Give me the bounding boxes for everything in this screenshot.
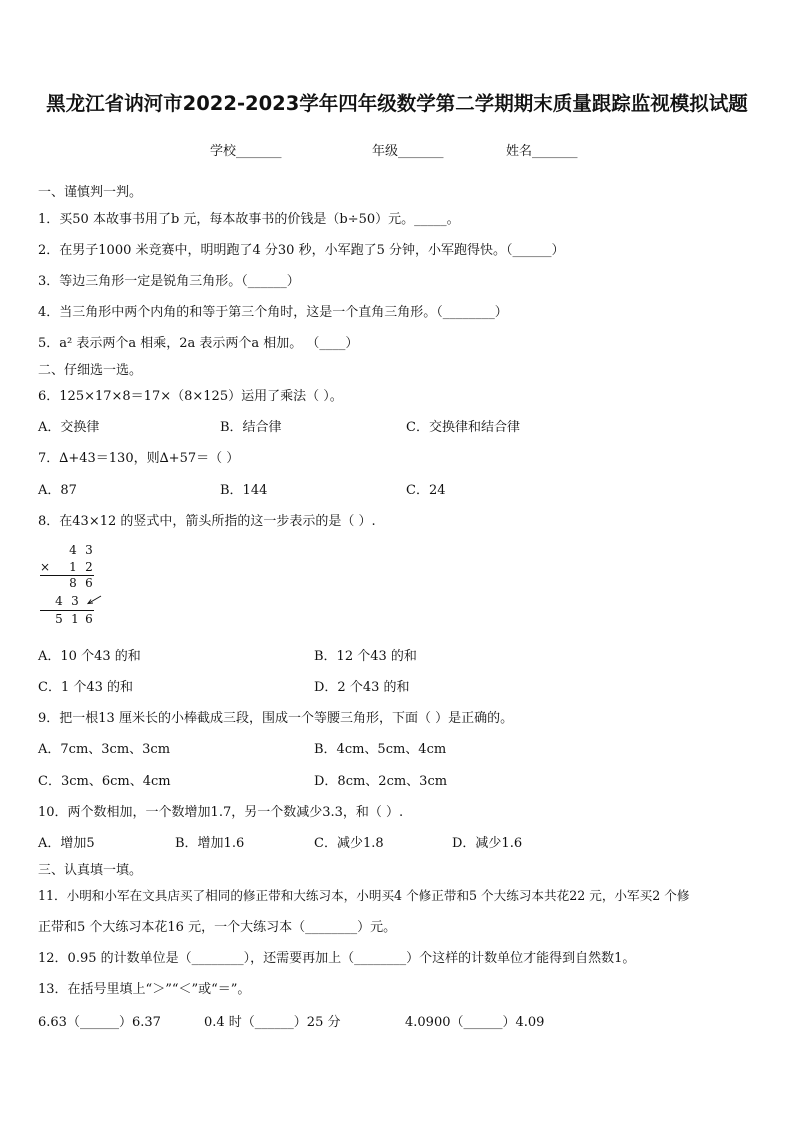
question-8: 8．在43×12 的竖式中，箭头所指的这一步表示的是（ ）.: [38, 514, 376, 529]
question-8-option-c: C．1 个43 的和: [38, 680, 134, 695]
question-7: 7．∆+43＝130，则∆+57＝（ ）: [38, 451, 240, 466]
digit: 1: [69, 560, 77, 574]
question-7-option-b: B．144: [220, 483, 268, 498]
section-3-heading: 三、认真填一填。: [38, 863, 143, 878]
question-9: 9．把一根13 厘米长的小棒截成三段，围成一个等腰三角形，下面（ ）是正确的。: [38, 711, 514, 726]
question-13: 13．在括号里填上“＞”“＜”或“＝”。: [38, 982, 251, 997]
arrow-icon: [84, 594, 104, 608]
question-6-option-a: A．交换律: [38, 420, 100, 435]
grade-field: 年级_______: [372, 144, 444, 159]
question-10-option-d: D．减少1.6: [452, 836, 523, 851]
question-8-option-b: B．12 个43 的和: [314, 649, 417, 664]
section-2-heading: 二、仔细选一选。: [38, 363, 143, 378]
question-13-item-b: 0.4 时（______）25 分: [204, 1015, 341, 1030]
school-field: 学校_______: [210, 144, 282, 159]
question-4: 4．当三角形中两个内角的和等于第三个角时，这是一个直角三角形。（________）: [38, 305, 508, 320]
question-1: 1．买50 本故事书用了b 元，每本故事书的价钱是（b÷50）元。_____。: [38, 212, 460, 227]
question-10-option-b: B．增加1.6: [175, 836, 245, 851]
question-9-option-c: C．3cm、6cm、4cm: [38, 774, 171, 789]
question-11-line-2: 正带和5 个大练习本花16 元，一个大练习本（________）元。: [38, 920, 397, 935]
name-field: 姓名_______: [506, 144, 578, 159]
digit: 3: [85, 543, 93, 557]
digit: 4: [55, 594, 63, 608]
question-9-option-b: B．4cm、5cm、4cm: [314, 742, 447, 757]
question-9-option-d: D．8cm、2cm、3cm: [314, 774, 448, 789]
digit: 2: [85, 560, 93, 574]
question-6-option-b: B．结合律: [220, 420, 282, 435]
question-12: 12．0.95 的计数单位是（________），还需要再加上（________）个这样的计数单位才能得到自然数1。: [38, 951, 636, 966]
question-5: 5．a² 表示两个a 相乘，2a 表示两个a 相加。 （____）: [38, 336, 359, 351]
digit: 1: [71, 612, 79, 626]
question-10: 10．两个数相加，一个数增加1.7，另一个数减少3.3，和（ ）.: [38, 805, 404, 820]
question-13-item-c: 4.0900（______）4.09: [405, 1015, 545, 1030]
digit: 8: [69, 576, 77, 590]
question-6-option-c: C．交换律和结合律: [406, 420, 520, 435]
times-sign: ×: [39, 560, 51, 574]
question-3: 3．等边三角形一定是锐角三角形。（______）: [38, 274, 300, 289]
question-10-option-a: A．增加5: [38, 836, 95, 851]
digit: 5: [55, 612, 63, 626]
page-title: 黑龙江省讷河市2022-2023学年四年级数学第二学期期末质量跟踪监视模拟试题: [46, 92, 748, 115]
digit: 6: [85, 612, 93, 626]
question-7-option-a: A．87: [38, 483, 77, 498]
question-10-option-c: C．减少1.8: [314, 836, 384, 851]
digit: 3: [71, 594, 79, 608]
question-9-option-a: A．7cm、3cm、3cm: [38, 742, 171, 757]
question-8-option-d: D．2 个43 的和: [314, 680, 410, 695]
vertical-multiplication: [36, 540, 116, 630]
section-1-heading: 一、谨慎判一判。: [38, 185, 143, 200]
question-2: 2．在男子1000 米竞赛中，明明跑了4 分30 秒，小军跑了5 分钟，小军跑得快。（______）: [38, 243, 565, 258]
question-13-item-a: 6.63（______）6.37: [38, 1015, 161, 1030]
digit: 4: [69, 543, 77, 557]
question-6: 6．125×17×8＝17×（8×125）运用了乘法（ ）。: [38, 389, 343, 404]
divider-line: [40, 610, 94, 611]
question-11-line-1: 11．小明和小军在文具店买了相同的修正带和大练习本，小明买4 个修正带和5 个大练习本共花22 元，小军买2 个修: [38, 888, 690, 903]
digit: 6: [85, 576, 93, 590]
question-7-option-c: C．24: [406, 483, 446, 498]
question-8-option-a: A．10 个43 的和: [38, 649, 141, 664]
